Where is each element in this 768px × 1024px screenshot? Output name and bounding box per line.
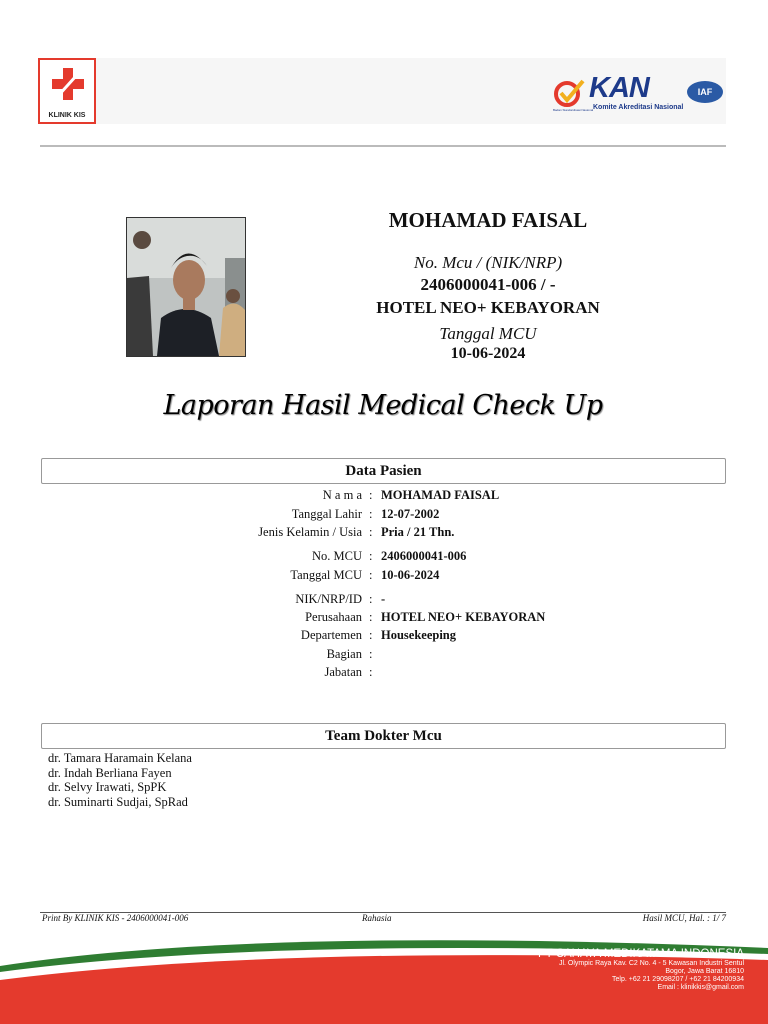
row-colon: : bbox=[369, 525, 373, 539]
row-colon: : bbox=[369, 568, 373, 582]
row-colon: : bbox=[369, 549, 373, 563]
kan-check-icon bbox=[553, 78, 589, 110]
row-colon: : bbox=[369, 628, 373, 642]
footer-print-by: Print By KLINIK KIS - 2406000041-006 bbox=[42, 913, 189, 923]
row-value: - bbox=[381, 592, 386, 606]
team-dokter-heading: Team Dokter Mcu bbox=[41, 723, 726, 749]
company-address-line1: Jl. Olympic Raya Kav. C2 No. 4 - 5 Kawasan Industri Sentul bbox=[558, 960, 744, 967]
clinic-logo bbox=[38, 58, 96, 124]
header-rule bbox=[40, 145, 726, 147]
row-value: Housekeeping bbox=[381, 628, 457, 642]
kan-word: KAN bbox=[589, 72, 649, 104]
row-label: N a m a bbox=[322, 488, 362, 502]
row-value: MOHAMAD FAISAL bbox=[381, 488, 500, 502]
row-label: NIK/NRP/ID bbox=[295, 592, 362, 606]
company-address-line2: Bogor, Jawa Barat 16810 bbox=[665, 968, 744, 975]
doctor-list-item: dr. Tamara Haramain Kelana bbox=[48, 751, 192, 765]
date-value: 10-06-2024 bbox=[450, 345, 526, 362]
row-value: 2406000041-006 bbox=[381, 549, 467, 563]
row-label: Perusahaan bbox=[305, 610, 362, 624]
row-colon: : bbox=[369, 665, 373, 679]
company-phone: Telp. +62 21 29098207 / +62 21 84200934 bbox=[612, 976, 744, 983]
row-value: 12-07-2002 bbox=[381, 507, 440, 521]
row-colon: : bbox=[369, 647, 373, 661]
row-label: Tanggal MCU bbox=[290, 568, 362, 582]
row-value: Pria / 21 Thn. bbox=[381, 525, 455, 539]
row-value: 10-06-2024 bbox=[381, 568, 440, 582]
patient-photo bbox=[126, 217, 246, 357]
row-colon: : bbox=[369, 488, 373, 502]
row-colon: : bbox=[369, 610, 373, 624]
company-email: Email : klinikkis@gmail.com bbox=[657, 984, 744, 991]
company-heading: HOTEL NEO+ KEBAYORAN bbox=[376, 298, 600, 317]
row-value: HOTEL NEO+ KEBAYORAN bbox=[381, 610, 546, 624]
doctor-list-item: dr. Indah Berliana Fayen bbox=[48, 766, 172, 780]
kan-tiny-text: Badan Standardisasi Nasional bbox=[553, 108, 594, 112]
mcu-label: No. Mcu / (NIK/NRP) bbox=[413, 253, 563, 272]
doctor-list-item: dr. Selvy Irawati, SpPK bbox=[48, 780, 167, 794]
patient-name-heading: MOHAMAD FAISAL bbox=[388, 208, 588, 232]
doctor-list-item: dr. Suminarti Sudjai, SpRad bbox=[48, 795, 188, 809]
row-label: Bagian bbox=[326, 647, 362, 661]
row-label: No. MCU bbox=[311, 549, 362, 563]
date-label: Tanggal MCU bbox=[439, 324, 537, 343]
report-title: Laporan Hasil Medical Check Up bbox=[163, 390, 603, 421]
row-colon: : bbox=[369, 507, 373, 521]
row-label: Tanggal Lahir bbox=[291, 507, 362, 521]
data-pasien-heading: Data Pasien bbox=[41, 458, 726, 484]
kan-logo bbox=[553, 74, 728, 114]
iaf-badge: IAF bbox=[687, 81, 723, 103]
row-colon: : bbox=[369, 592, 373, 606]
company-footer bbox=[430, 948, 744, 992]
footer-confidential: Rahasia bbox=[362, 913, 392, 923]
row-label: Departemen bbox=[300, 628, 362, 642]
row-label: Jabatan bbox=[324, 665, 362, 679]
footer-page-number: Hasil MCU, Hal. : 1/ 7 bbox=[642, 913, 726, 923]
clinic-logo-text: KLINIK KIS bbox=[48, 112, 86, 119]
kan-subtitle: Komite Akreditasi Nasional bbox=[593, 104, 684, 111]
mcu-value: 2406000041-006 / - bbox=[420, 275, 556, 294]
medical-cross-icon bbox=[50, 66, 86, 102]
patient-photo-image bbox=[127, 218, 245, 356]
row-label: Jenis Kelamin / Usia bbox=[258, 525, 362, 539]
company-name: PT CAHAYA MEDIKATAMA INDONESIA bbox=[538, 948, 744, 960]
